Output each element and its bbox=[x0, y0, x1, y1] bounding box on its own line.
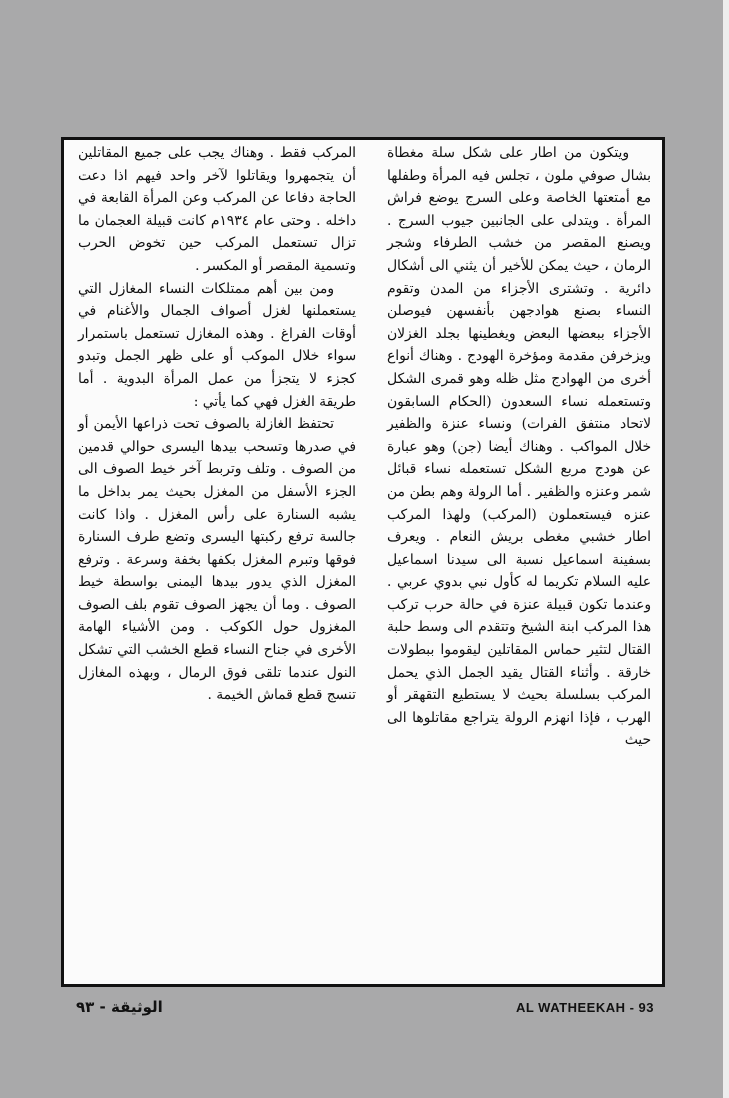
scan-edge bbox=[723, 0, 729, 1098]
paragraph-spindles: ومن بين أهم ممتلكات النساء المغازل التي يستعملنها لغزل أصواف الجمال والأغنام في أوقات الفراغ . وهذه المغازل تستعمل باستمرار سواء خلال الموكب أو على ظهر الجمل وتبدو كجزء لا يتجزأ من عمل المرأة البدوية . أما طريقة الغزل فهي كما يأتي : bbox=[78, 280, 356, 410]
footer-page-number-arabic: الوثيقة - ٩٣ bbox=[76, 998, 163, 1016]
article-frame bbox=[61, 137, 665, 987]
article-column-right bbox=[387, 142, 651, 982]
paragraph-hawdaj: ويتكون من اطار على شكل سلة مغطاة بشال صوفي ملون ، تجلس فيه المرأة وطفلها مع أمتعتها الخاصة وعلى السرج يوضع فراش المرأة . ويتدلى على الجانبين جيوب السرج . ويصنع المقصر من خشب الطرفاء وشجر الرمان ، حيث يمكن للأخير أن يثني الى أشكال دائرية . وتشترى الأجزاء من المدن وتقوم النساء بصنع هوادجهن بأنفسهن فيوصلن الأجزاء ببعضها البعض ويغطينها بجلد الغزلان ويزخرفن مقدمة ومؤخرة الهودج . وهناك أنواع أخرى من الهوادج مثل ظله وهو قمرى الشكل وتستعمله نساء السعدون (الحكام السابقون لاتحاد منتفق الفرات) ونساء عنزة والظفير خلال المواكب . وهناك أيضا (جن) وهو عبارة عن هودج مربع الشكل تستعمله نساء قبائل شمر وعنزه والظفير . أما الرولة وهم بطن من عنزه فيستعملون (المركب) ولهذا المركب اطار خشبي مغطى بريش النعام . ويعرف بسفينة اسماعيل نسبة الى سيدنا اسماعيل عليه السلام تكريما له كأول نبي بدوي عربي . وعندما تكون قبيلة عنزة في حالة حرب تركب هذا المركب ابنة الشيخ وتتقدم الى وسط حلبة القتال لتثير حماس المقاتلين ليقوموا ببطولات خارقة . وأثناء القتال يقيد الجمل الذي يحمل المركب بسلسلة بحيث لا يستطيع التقهقر أو الهرب ، فإذا انهزم الرولة يتراجع مقاتلوها الى حيث bbox=[387, 145, 651, 749]
paragraph-markab: المركب فقط . وهناك يجب على جميع المقاتلين أن يتجمهروا ويقاتلوا لآخر واحد فيهم اذا دعت الحاجة دفاعا عن المركب وعن المرأة القابعة في داخله . وحتى عام ١٩٣٤م كانت قبيلة العجمان ما تزال تستعمل المركب حين تخوض الحرب وتسمية المقصر أو المكسر . bbox=[78, 145, 356, 274]
paragraph-spinning-method: تحتفظ الغازلة بالصوف تحت ذراعها الأيمن أو في صدرها وتسحب بيدها اليسرى حوالي قدمين من الصوف . وتلف وتربط آخر خيط الصوف الى الجزء الأسفل من المغزل بحيث يمر بداخل ما يشبه السنارة على رأس المغزل . واذا كانت جالسة ترفع ركبتها اليسرى وتضع طرف السنارة فوقها وتبرم المغزل بكفها بخفة وسرعة . وترفع المغزل الذي يدور بيدها اليمنى بواسطة خيط الصوف . وما أن يجهز الصوف تقوم بلف الصوف المغزول حول الكوكب . ومن الأشياء الهامة الأخرى في جناح النساء قطع الخشب التي تشكل النول عندما تلقى فوق الرمال ، وبهذه المغازل تنسج قطع قماش الخيمة . bbox=[78, 416, 356, 704]
article-column-left bbox=[78, 142, 356, 982]
footer-page-number-latin: AL WATHEEKAH - 93 bbox=[515, 1000, 654, 1015]
